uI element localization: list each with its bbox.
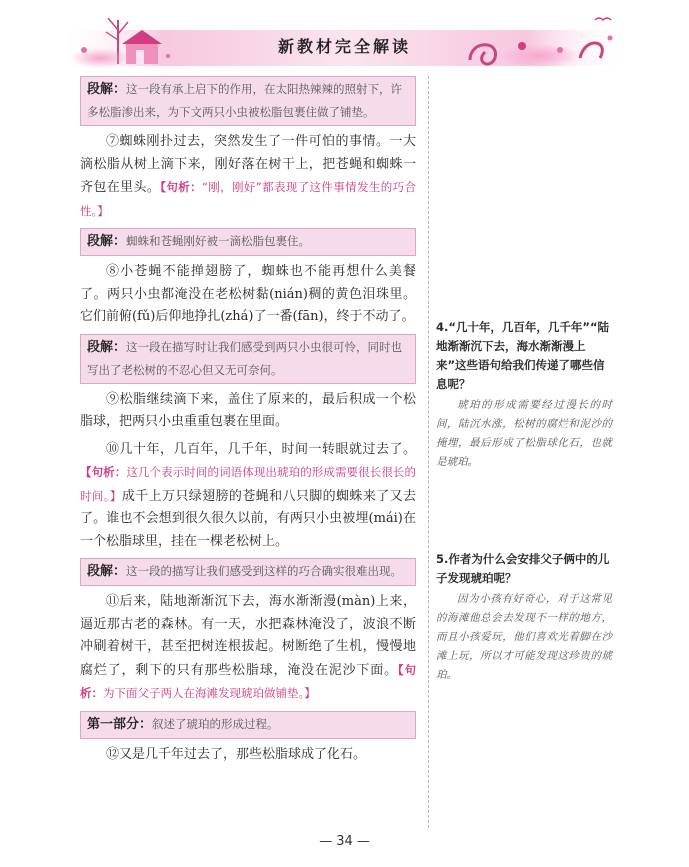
paragraph-number: ⑧ (106, 264, 121, 279)
paragraph-text: 又是几千年过去了，那些松脂球成了化石。 (119, 746, 367, 762)
column-divider (428, 76, 429, 828)
box-lead: 段解： (87, 82, 127, 97)
paragraph-number: ⑦ (106, 134, 120, 149)
header-title: 新教材完全解读 (277, 37, 411, 56)
annotation-label: 【句析： (80, 662, 416, 700)
paragraph-number: ⑩ (106, 441, 120, 457)
sidebar-question: 4.“几十年，几百年，几千年”“陆地渐渐沉下去，海水渐渐漫上来”这些语句给我们传递了哪些信息呢？ (436, 320, 610, 391)
paragraph-8 (80, 261, 416, 329)
page-header (0, 0, 689, 72)
paragraph-text: 小苍蝇不能掸翅膀了，蜘蛛也不能再想什么美餐了。两只小虫都淹没在老松树黏(nián)稠的黄色泪珠里。它们前俯(fǔ)后仰地挣扎(zhá)了一番(fān)，终于不动了。 (80, 264, 416, 324)
paragraph-number: ⑨ (106, 391, 120, 407)
box-text: 这一段有承上启下的作用，在太阳热辣辣的照射下，许多松脂渗出来，为下文两只小虫被松脂包裹住做了铺垫。 (87, 82, 403, 119)
paragraph-analysis-box (80, 76, 416, 126)
annotation-text: 为下面父子两人在海滩发现琥珀做铺垫。】 (103, 686, 316, 700)
box-text: 这一段的描写让我们感受到这样的巧合确实很难出现。 (126, 564, 403, 578)
box-lead: 段解： (87, 234, 127, 249)
paragraph-text: 几十年，几百年，几千年，时间一转眼就过去了。 (119, 441, 416, 457)
paragraph-10 (80, 439, 416, 554)
box-lead: 段解： (87, 339, 127, 355)
box-text: 蜘蛛和苍蝇刚好被一滴松脂包裹住。 (126, 234, 311, 248)
annotation-text: “刚，刚好”都表现了这件事情发生的巧合性。】 (80, 180, 416, 218)
box-text: 叙述了琥珀的形成过程。 (152, 716, 279, 731)
paragraph-11 (80, 591, 416, 706)
paragraph-text: 蜘蛛刚扑过去，突然发生了一件可怕的事情。一大滴松脂从树上滴下来，刚好落在树干上，把苍蝇和蜘蛛一齐包在里头。 (80, 134, 416, 195)
paragraph-analysis-box (80, 228, 416, 256)
paragraph-text: 后来，陆地渐渐沉下去，海水渐渐漫(màn)上来，逼近那古老的森林。有一天，水把森林淹没了，波浪不断冲刷着树干，甚至把树连根拔起。树断绝了生机，慢慢地腐烂了，剩下的只有那些松脂球，淹没在泥沙下面。 (80, 594, 416, 678)
bird-icon (595, 18, 611, 20)
main-text-column (80, 76, 416, 771)
sidebar-question: 5.作者为什么会安排父子俩中的儿子发现琥珀呢？ (436, 552, 610, 585)
page-number: — 34 — (319, 834, 370, 849)
paragraph-9 (80, 389, 416, 434)
paragraph-analysis-box (80, 334, 416, 384)
paragraph-analysis-box (80, 558, 416, 586)
paragraph-7 (80, 131, 416, 223)
paragraph-number: ⑪ (106, 594, 120, 609)
paragraph-number: ⑫ (106, 746, 120, 762)
paragraph-12 (80, 744, 416, 767)
sidebar-question-4 (436, 318, 612, 472)
sidebar-answer: 因为小孩有好奇心，对于这常见的海滩他总会去发现不一样的地方，而且小孩爱玩，他们喜欢光着脚在沙滩上玩，所以才可能发现这珍贵的琥珀。 (436, 593, 612, 681)
box-lead: 第一部分： (87, 716, 153, 732)
paragraph-text: 松脂继续滴下来，盖住了原来的，最后积成一个松脂球，把两只小虫重重包裹在里面。 (80, 391, 416, 429)
annotation-label: 【句析： (80, 465, 127, 479)
paragraph-text-continued: 成千上万只绿翅膀的苍蝇和八只脚的蜘蛛来了又去了。谁也不会想到很久很久以前，有两只小虫被埋(mái)在一个松脂球里，挂在一棵老松树上。 (80, 488, 416, 549)
part-summary-box (80, 711, 416, 739)
annotation-text: 这几个表示时间的词语体现出琥珀的形成需要很长很长的时间。】 (80, 465, 416, 503)
box-text: 这一段在描写时让我们感受到两只小虫很可怜，同时也写出了老松树的不忍心但又无可奈何。 (87, 339, 403, 377)
sidebar-answer: 琥珀的形成需要经过漫长的时间，陆沉水涨，松树的腐烂和泥沙的掩埋，最后形成了松脂球化石，也就是琥珀。 (436, 399, 612, 468)
box-lead: 段解： (87, 564, 127, 579)
sidebar-question-5 (436, 550, 612, 685)
annotation-label: 【句析： (160, 180, 202, 194)
